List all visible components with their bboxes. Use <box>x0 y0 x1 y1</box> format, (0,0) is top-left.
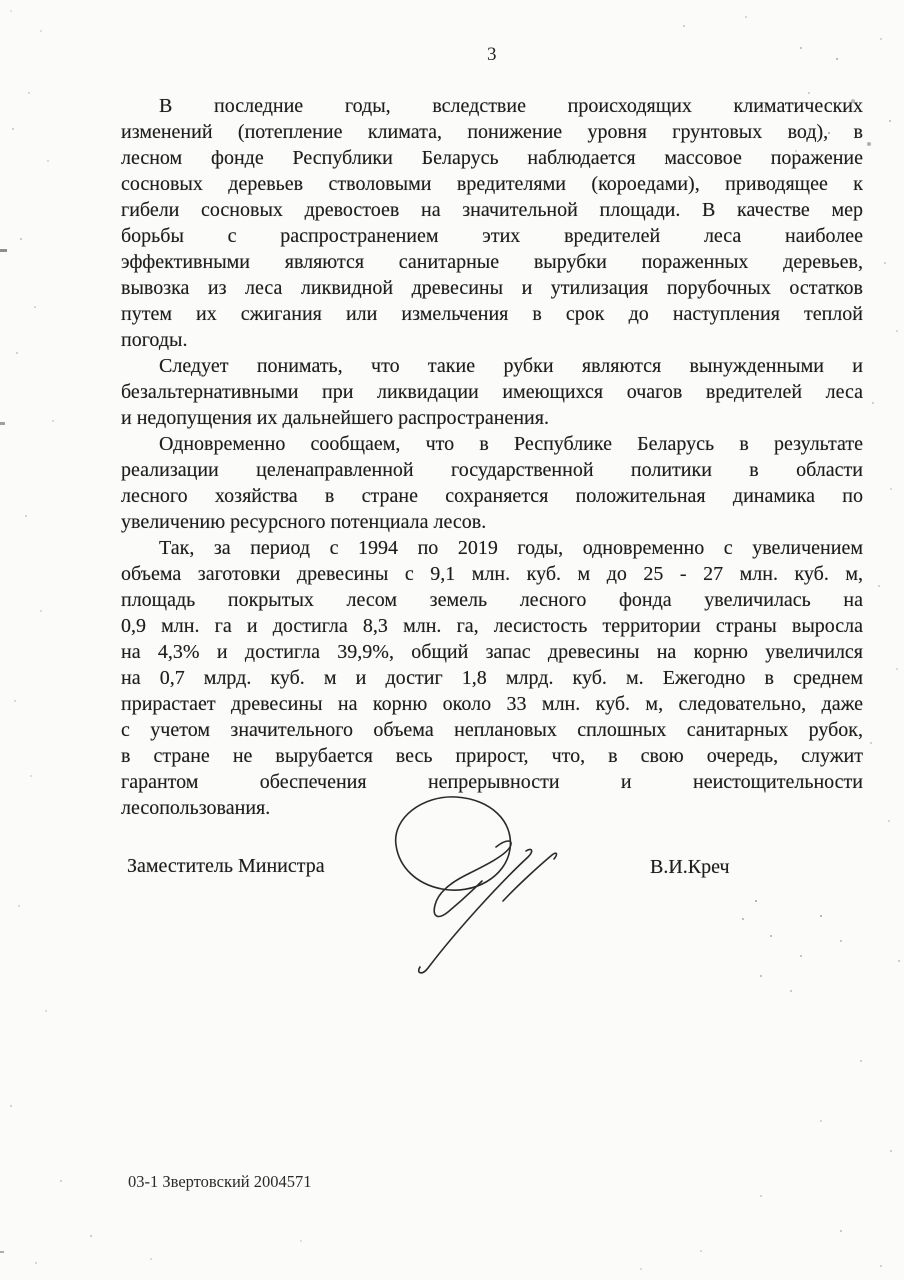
scan-edge-mark <box>0 1251 4 1253</box>
text-line: реализации целенаправленной государственной политики в области <box>121 459 863 481</box>
paragraph <box>121 431 863 535</box>
paragraph <box>121 93 863 353</box>
signatory-title: Заместитель Министра <box>127 855 325 877</box>
signatory-name: В.И.Креч <box>650 856 730 878</box>
document-paragraphs <box>121 93 863 821</box>
text-line: с учетом значительного объема неплановых сплошных санитарных рубок, <box>121 719 863 741</box>
handwritten-signature <box>378 783 578 983</box>
text-line: лесном фонде Республики Беларусь наблюдается массовое поражение <box>121 147 863 169</box>
text-line: гарантом обеспечения непрерывности и неистощительности <box>121 771 863 793</box>
text-line: эффективными являются санитарные вырубки пораженных деревьев, <box>121 251 863 273</box>
paragraph <box>121 535 863 821</box>
text-line: путем их сжигания или измельчения в срок до наступления теплой <box>121 303 863 325</box>
text-line: безальтернативными при ликвидации имеющихся очагов вредителей леса <box>121 381 863 403</box>
text-line: погоды. <box>121 329 188 351</box>
scan-noise-speckles <box>0 0 2 2</box>
text-line: изменений (потепление климата, понижение уровня грунтовых вод), в <box>121 121 863 143</box>
scan-edge-mark <box>0 249 7 252</box>
text-line: Следует понимать, что такие рубки являются вынужденными и <box>159 355 863 377</box>
text-line: гибели сосновых древостоев на значительной площади. В качестве мер <box>121 199 863 221</box>
signature-loop <box>396 797 511 890</box>
text-line: на 4,3% и достигла 39,9%, общий запас древесины на корню увеличился <box>121 641 863 663</box>
text-line: Так, за период с 1994 по 2019 годы, одновременно с увеличением <box>159 537 863 559</box>
text-line: сосновых деревьев стволовыми вредителями (короедами), приводящее к <box>121 173 863 195</box>
text-line: 0,9 млн. га и достигла 8,3 млн. га, лесистость территории страны выросла <box>121 615 863 637</box>
signature-flourish <box>434 841 511 916</box>
footer-reference: 03-1 Звертовский 2004571 <box>128 1172 312 1191</box>
paragraph <box>121 353 863 431</box>
text-line: вывозка из леса ликвидной древесины и утилизация порубочных остатков <box>121 277 863 299</box>
signature-long-stroke <box>419 849 532 972</box>
text-line: в стране не вырубается весь прирост, что, в свою очередь, служит <box>121 745 863 767</box>
text-line: площадь покрытых лесом земель лесного фонда увеличилась на <box>121 589 863 611</box>
text-line: лесопользования. <box>121 797 271 819</box>
text-line: борьбы с распространением этих вредителей леса наиболее <box>121 225 863 247</box>
text-line: и недопущения их дальнейшего распространения. <box>121 407 549 429</box>
text-line: увеличению ресурсного потенциала лесов. <box>121 511 487 533</box>
signature-short-stroke <box>503 853 556 901</box>
page-number: 3 <box>487 44 497 65</box>
text-line: прирастает древесины на корню около 33 млн. куб. м, следовательно, даже <box>121 693 863 715</box>
text-line: В последние годы, вследствие происходящих климатических <box>159 95 863 117</box>
text-line: объема заготовки древесины с 9,1 млн. куб. м до 25 - 27 млн. куб. м, <box>121 563 863 585</box>
text-line: Одновременно сообщаем, что в Республике Беларусь в результате <box>159 433 863 455</box>
text-line: на 0,7 млрд. куб. м и достиг 1,8 млрд. куб. м. Ежегодно в среднем <box>121 667 863 689</box>
text-line: лесного хозяйства в стране сохраняется положительная динамика по <box>121 485 863 507</box>
scan-edge-mark <box>0 422 5 425</box>
